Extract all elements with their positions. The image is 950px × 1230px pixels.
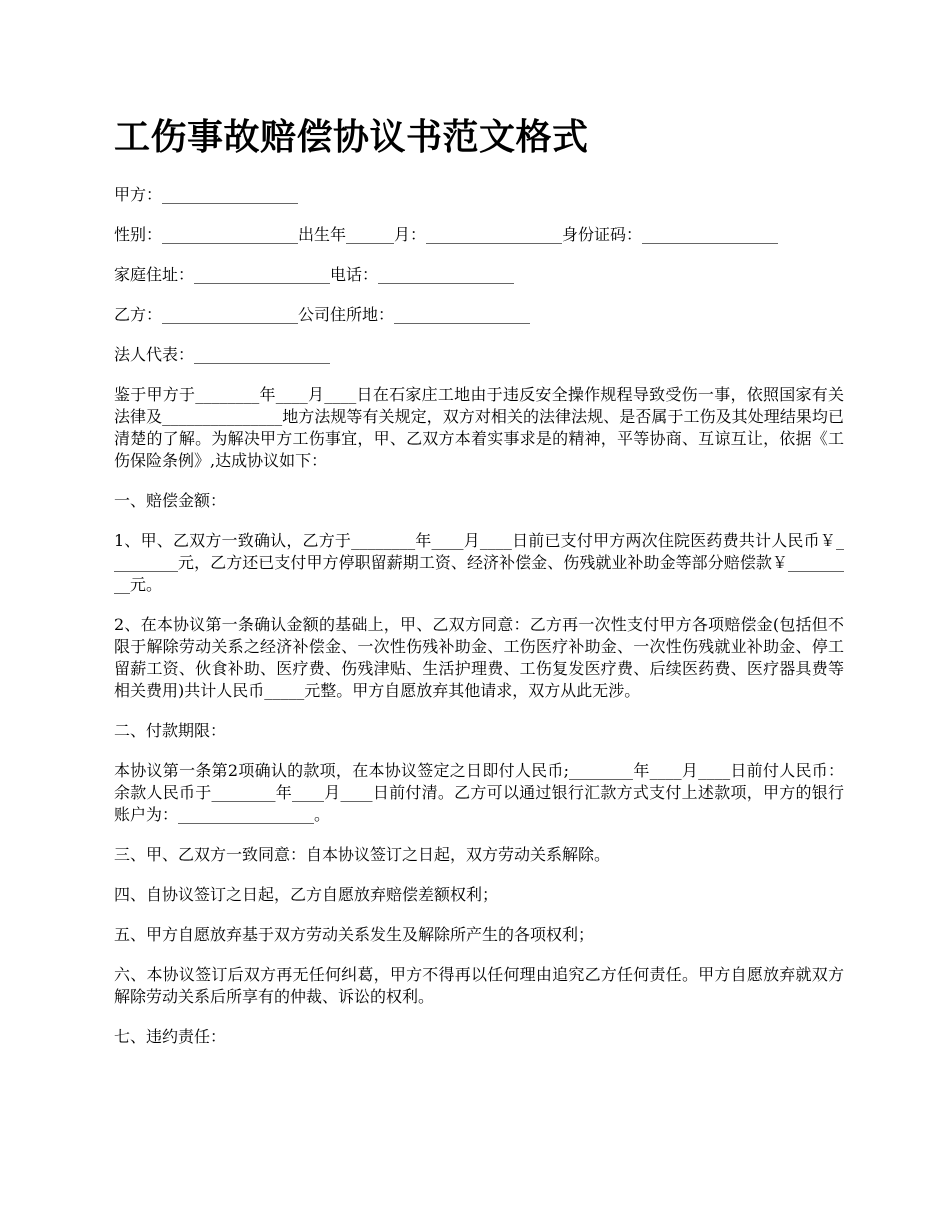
address-phone-line: 家庭住址：_________________电话：_________________ bbox=[114, 265, 515, 284]
clause-6-paragraph: 六、本协议签订后双方再无任何纠葛，甲方不得再以任何理由追究乙方任何责任。甲方自愿放弃就双方解除劳动关系后所享有的仲裁、诉讼的权利。 bbox=[114, 965, 844, 1006]
section-heading-payment-term: 二、付款期限： bbox=[114, 721, 227, 740]
clause-1-paragraph: 1、甲、乙双方一致确认，乙方于________年____月____日前已支付甲方两次住院医药费共计人民币￥_________元，乙方还已支付甲方停职留薪期工资、经济补偿金、伤残就业补助金等部分赔偿款￥_________元。 bbox=[114, 531, 844, 594]
document-title: 工伤事故赔偿协议书范文格式 bbox=[114, 116, 589, 158]
payment-term-paragraph: 本协议第一条第2项确认的款项，在本协议签定之日即付人民币;________年____月____日前付人民币：余款人民币于________年____月____日前付清。乙方可以通过银行汇款方式支付上述款项，甲方的银行账户为：_________________。 bbox=[114, 761, 844, 824]
clause-5-paragraph: 五、甲方自愿放弃基于双方劳动关系发生及解除所产生的各项权利； bbox=[114, 925, 595, 944]
clause-2-paragraph: 2、在本协议第一条确认金额的基础上，甲、乙双方同意：乙方再一次性支付甲方各项赔偿金(包括但不限于解除劳动关系之经济补偿金、一次性伤残补助金、工伤医疗补助金、一次性伤残就业补助金、停工留薪工资、伙食补助、医疗费、伤残津贴、生活护理费、工伤复发医疗费、后续医药费、医疗器具费等相关费用)共计人民币_____元整。甲方自愿放弃其他请求，双方从此无涉。 bbox=[114, 615, 844, 700]
preamble-paragraph: 鉴于甲方于________年____月____日在石家庄工地由于违反安全操作规程导致受伤一事，依照国家有关法律及_______________地方法规等有关规定，双方对相关的法律法规、是否属于工伤及其处理结果均已清楚的了解。为解决甲方工伤事宜，甲、乙双方本着实事求是的精神，平等协商、互谅互让，依据《工伤保险条例》,达成协议如下： bbox=[114, 385, 844, 470]
clause-4-paragraph: 四、自协议签订之日起，乙方自愿放弃赔偿差额权利； bbox=[114, 885, 499, 904]
party-a-line: 甲方：_________________ bbox=[114, 185, 299, 204]
party-b-line: 乙方：_________________公司住所地：_________________ bbox=[114, 305, 531, 324]
section-heading-breach-liability: 七、违约责任： bbox=[114, 1027, 227, 1046]
clause-3-paragraph: 三、甲、乙双方一致同意：自本协议签订之日起，双方劳动关系解除。 bbox=[114, 845, 611, 864]
document-page bbox=[114, 112, 844, 1066]
legal-representative-line: 法人代表：_________________ bbox=[114, 345, 331, 364]
section-heading-compensation: 一、赔偿金额： bbox=[114, 491, 227, 510]
party-a-details-line: 性别：_________________出生年______月：_________________身份证码：_________________ bbox=[114, 225, 779, 244]
